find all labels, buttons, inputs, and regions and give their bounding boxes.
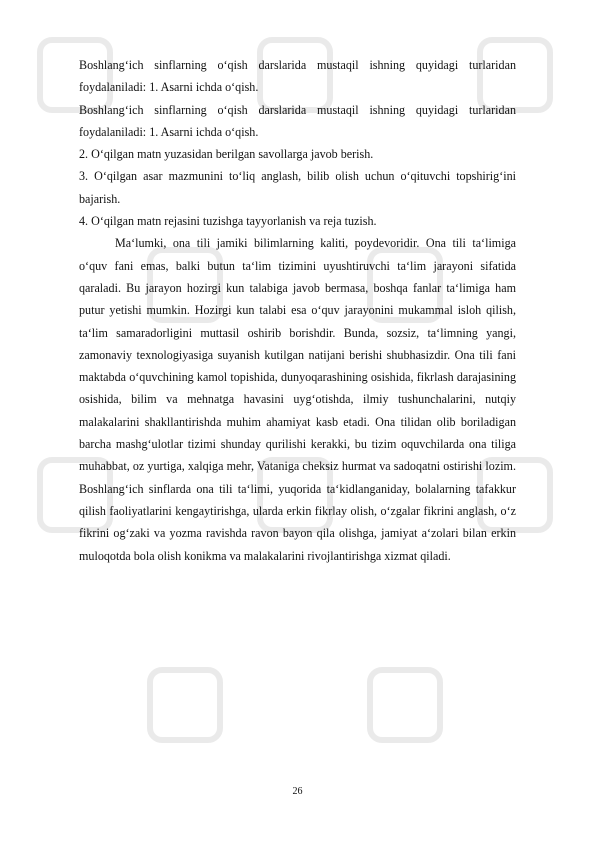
list-item-2: 2. O‘qilgan matn yuzasidan berilgan savollarga javob berish. [79, 147, 374, 162]
page-number: 26 [292, 786, 303, 797]
list-item-3: 3. O‘qilgan asar mazmunini to‘liq anglash, bilib olish uchun o‘qituvchi topshirig‘ini bajarish. [79, 169, 516, 206]
paragraph-1: Boshlang‘ich sinflarning o‘qish darslarida mustaqil ishning quyidagi turlaridan foydalaniladi: 1. Asarni ichda o‘qish. [79, 58, 516, 95]
list-item-4: 4. O‘qilgan matn rejasini tuzishga tayyorlanish va reja tuzish. [79, 214, 377, 229]
main-paragraph: Ma‘lumki, ona tili jamiki bilimlarning kaliti, poydevoridir. Ona tili ta‘limiga o‘quv fani emas, balki butun ta‘lim tizimini uyushtiruvchi ta‘lim jarayoni sifatida qaraladi. Bu jarayon hozirgi kun talabiga javob bermasa, boshqa fanlar ta‘limiga ham putur yetishi mumkin. Hozirgi kun talabi esa o‘quv jarayonini mukammal isloh qilish, ta‘lim samaradorligini muttasil oshirib borishdir. Bunda, sozsiz, ta‘limning yangi, zamonaviy texnologiyasiga suyanish kutilgan natijani berishi shubhasizdir. Ona tili fani maktabda o‘quvchining kamol topishida, dunyoqarashining osishida, fikrlash darajasining osishida, bilim va mehnatga havasini uyg‘otishda, ilmiy tushunchalarini, nutqiy malakalarini shakllantirishda muhim ahamiyat kasb etadi. Ona tilidan olib boriladigan barcha mashg‘ulotlar tizimi shunday qurilishi kerakki, bu tizim oquvchilarda ona tiliga muhabbat, oz yurtiga, xalqiga mehr, Vataniga cheksiz hurmat va sadoqatni ostirishi lozim. Boshlang‘ich sinflarda ona tili ta‘limi, yuqorida ta‘kidlanganiday, bolalarning tafakkur qilish faoliyatlarini kengaytirishga, ularda erkin fikrlay olish, o‘zgalar fikrini anglash, o‘z fikrini og‘zaki va yozma ravishda ravon bayon qila olishga, jamiyat a‘zolari bilan erkin muloqotda bola olish konikma va malakalarini rivojlantirishga xizmat qiladi. [79, 236, 516, 563]
paragraph-2: Boshlang‘ich sinflarning o‘qish darslarida mustaqil ishning quyidagi turlaridan foydalaniladi: 1. Asarni ichda o‘qish. [79, 102, 516, 139]
document-body [79, 54, 516, 567]
